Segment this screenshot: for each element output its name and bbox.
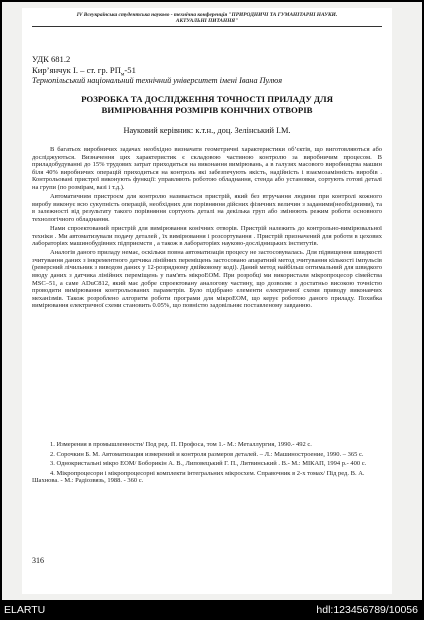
reference-item: 4. Мікропроцесори і мікропроцесорні комплекти інтегральних мікросхем. Справочник в 2-х томах/ Під ред. В. А. Шахнова. - М.: Радіозвязь, 1988. - 360 с. — [32, 469, 365, 485]
references-list — [32, 441, 382, 487]
reference-item: 3. Однокристальні мікро ЕОМ/ Боборикін А. В., Липовецький Г. П., Литвинський . В.- М.: МІКАП, 1994 р.- 400 с. — [50, 460, 367, 468]
page-number: 316 — [32, 556, 44, 565]
body-paragraph: Автоматичним пристроєм для контролю називається пристрій, який без втручання людини при контролі кожного виробу виконує всю сукупність операцій, необхідних для порівняння дійсних фізичних величин з заданими(необхідними), та в залежності від результату такого порівняння сортують деталі на декілька груп або змінюють режим роботи основного технологічного обладнання. — [32, 193, 382, 223]
conference-header-line-1: IV Всеукраїнська студентська науково - технічна конференція "ПРИРОДНИЧІ ТА ГУМАНІТАРНІ НАУКИ. — [76, 12, 338, 18]
body-text — [32, 146, 382, 311]
body-paragraph: Нами спроектований пристрій для вимірювання конічних отворів. Пристрій належить до контрольно-вимірювальної техніки . Ми автоматизували подачу деталей , їх вимірювання і розсортування . Пристрій призначений для роботи в цехових лабораторіях машинобудівних підприємств , а також в лабораторіях науково-дослідницьких інститутів. — [32, 224, 382, 248]
udk-code: УДК 681.2 — [32, 54, 71, 64]
supervisor-line: Науковий керівник: к.т.н., доц. Зелінський І.М. — [123, 126, 291, 135]
body-paragraph: В багатьох виробничих задачах необхідно визначати геометричні характеристики об’єктів, що виготовляються або досліджуються. Визначення цих характеристик є складовою частиною контролю за виробничим процесом. В приладобудуванні до 15% трудових затрат приходиться на виконання вимірювань, а в галузях масового виробництва машин біля 40% виробничих операцій приходиться на контроль які забезпечують якість, надійність і взаємозамінність виробів . Контрольовані пристрої виконують функції: управляють роботою обладнання, стенда або установки, сортують готові деталі на групи (по розмірам, вазі і т.д.). — [32, 146, 382, 191]
document-page — [22, 8, 392, 594]
conference-header — [32, 12, 382, 27]
paper-title — [34, 94, 380, 115]
conference-header-line-2: АКТУАЛЬНІ ПИТАННЯ" — [175, 18, 239, 25]
repository-name: ELARTU — [4, 604, 46, 616]
university-name: Тернопільський національний технічний університет імені Івана Пулюя — [32, 76, 283, 85]
author-group-subscript: м — [120, 71, 125, 78]
reference-item: 2. Сорочкин Б. М. Автоматизация измерений и контроля размеров деталей. – Л.: Машиностроение, 1990. – 365 с. — [50, 450, 364, 458]
paper-title-line-2: ВИМІРЮВАННЯ РОЗМІРІВ КОНІЧНИХ ОТВОРІВ — [101, 104, 313, 115]
handle-identifier[interactable]: hdl:123456789/10056 — [316, 604, 418, 616]
paper-title-line-1: РОЗРОБКА ТА ДОСЛІДЖЕННЯ ТОЧНОСТІ ПРИЛАДУ ДЛЯ — [81, 94, 333, 104]
reference-item: 1. Измерения в промышленности/ Под ред. П. Профоса, том 1.- М.: Металлургия, 1990.- 492 с. — [50, 441, 312, 448]
body-paragraph: Аналогів даного приладу немає, оскільки повна автоматизація процесу не застосовувалась. Для підвищення швидкості зчитування даних з інкрементного датчика лінійних переміщень застосовано апаратний метод зчитування кількості імпульсів (реверсний лічильник з виводом даних у 12-розрядному двійковому коді). Даний метод найбільш оптимальний для швидкого вводу даних з датчика лінійних переміщень у пам'ять мікроЕОМ. При розробці ми використали мікропроцесор сімейства MSC–51, а саме ADuC812, який має добре спроектовану аналогову частину, що дозволяє з достатньо високою точністю проводити вимірювання контрольованих параметрів. Було підібрано елементи електричної схеми приводу виконавчих механізмів. Також розроблено алгоритм роботи програми для мікроЕОМ, що керує роботою даного приладу. Похибка вимірювання електричної схеми становить 0.05%, що повністю задовільняє поставленому завданню. — [32, 249, 382, 310]
repository-footer-bar — [0, 600, 424, 620]
author-group-suffix: -51 — [124, 65, 136, 75]
author-name: Кир’янчук І. – ст. гр. РП — [32, 65, 121, 75]
